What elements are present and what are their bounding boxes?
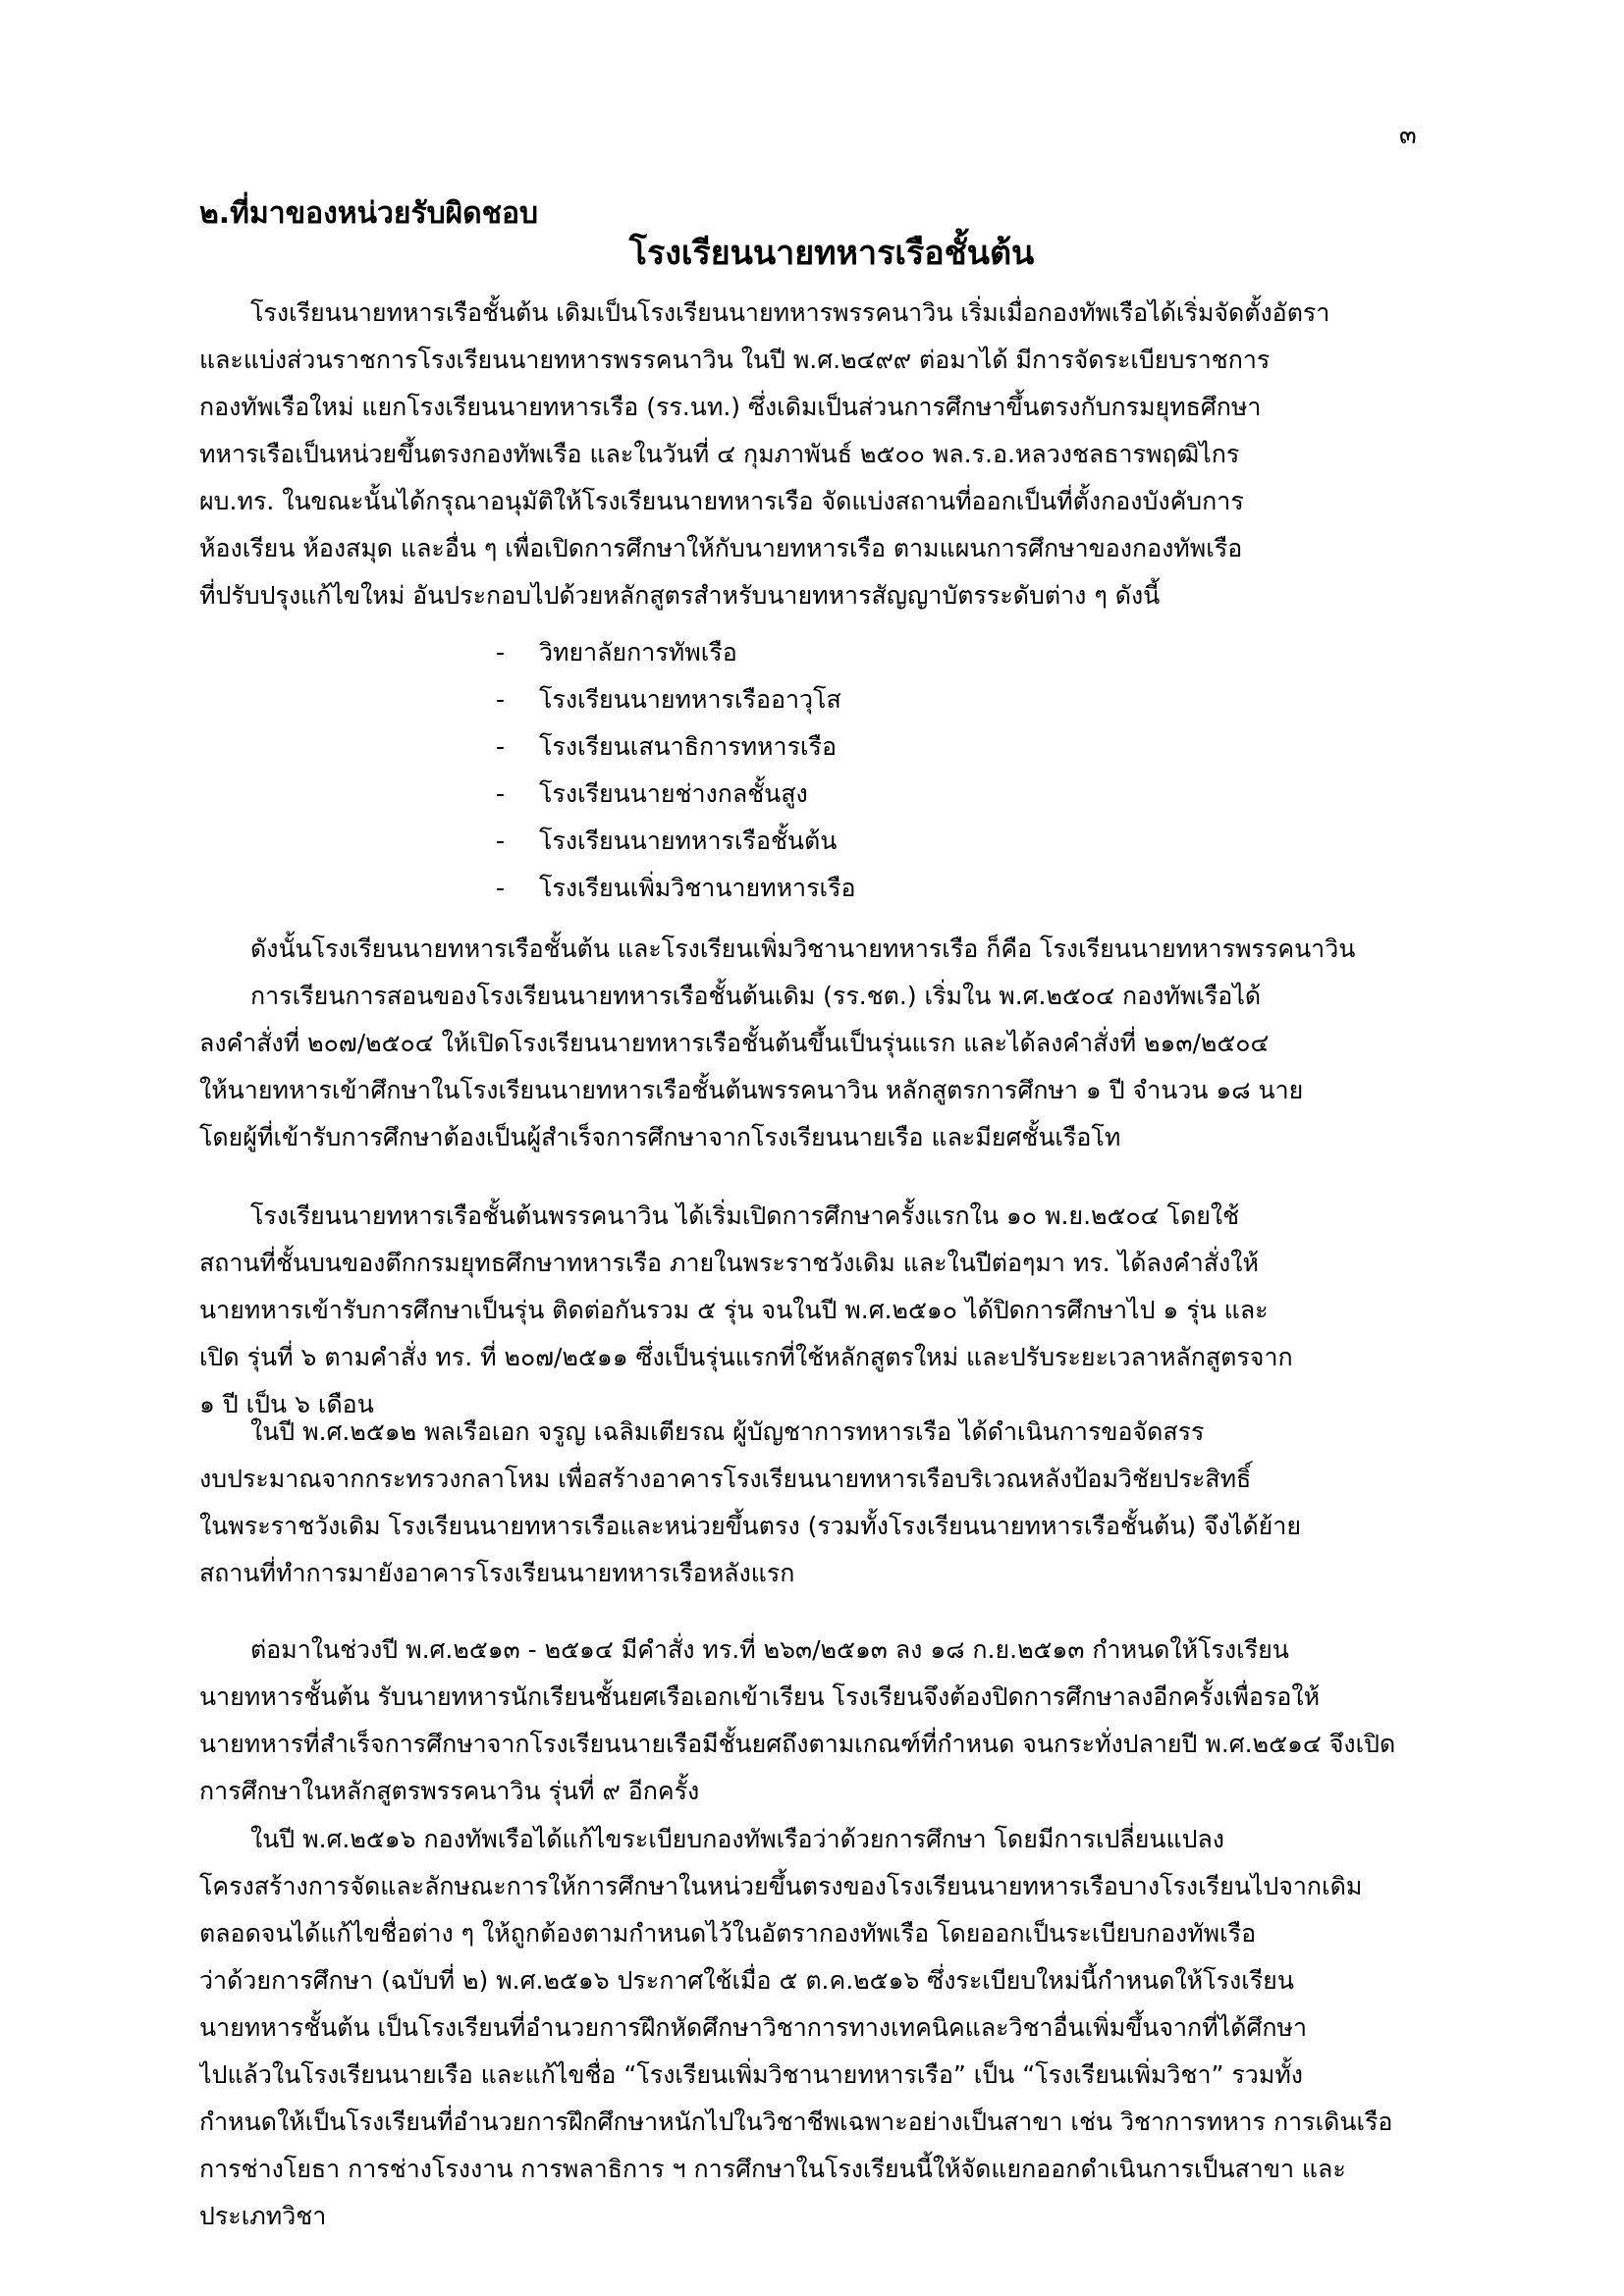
- list-item: [496, 723, 856, 771]
- text-line: สถานที่ทำการมายังอาคารโรงเรียนนายทหารเรือหลังแรก: [199, 1559, 795, 1587]
- list-item: [496, 865, 856, 912]
- text-line: โดยผู้ที่เข้ารับการศึกษาต้องเป็นผู้สำเร็จการศึกษาจากโรงเรียนนายเรือ และมียศชั้นเรือโท: [199, 1123, 1121, 1151]
- text-line: นายทหารที่สำเร็จการศึกษาจากโรงเรียนนายเรือมีชั้นยศถึงตามเกณฑ์ที่กำหนด จนกระทั่งปลายปี พ.ศ.๒๕๑๔ จึงเปิด: [199, 1730, 1396, 1758]
- text-line: สถานที่ชั้นบนของตึกกรมยุทธศึกษาทหารเรือ ภายในพระราชวังเดิม และในปีต่อๆมา ทร. ได้ลงคำสั่งให้: [199, 1249, 1259, 1277]
- list-dash: -: [496, 685, 506, 714]
- list-item: [496, 676, 856, 723]
- list-item-text: วิทยาลัยการทัพเรือ: [539, 638, 737, 667]
- text-line: ไปแล้วในโรงเรียนนายเรือ และแก้ไขชื่อ “โรงเรียนเพิ่มวิชานายทหารเรือ” เป็น “โรงเรียนเพิ่มวิชา” รวมทั้ง: [199, 2060, 1304, 2089]
- text-line: ทหารเรือเป็นหน่วยขึ้นตรงกองทัพเรือ และในวันที่ ๔ กุมภาพันธ์ ๒๕๐๐ พล.ร.อ.หลวงชลธารพฤฒิไกร: [199, 440, 1240, 468]
- paragraph-building: [199, 1409, 1436, 1597]
- text-line: งบประมาณจากกระทรวงกลาโหม เพื่อสร้างอาคารโรงเรียนนายทหารเรือบริเวณหลังป้อมวิชัยประสิทธิ์: [199, 1465, 1252, 1493]
- text-line: ในปี พ.ศ.๒๕๑๖ กองทัพเรือได้แก้ไขระเบียบกองทัพเรือว่าด้วยการศึกษา โดยมีการเปลี่ยนแปลง: [250, 1825, 1225, 1853]
- text-line: การช่างโยธา การช่างโรงงาน การพลาธิการ ฯ การศึกษาในโรงเรียนนี้ให้จัดแยกออกดำเนินการเป็นสาขา และ: [199, 2155, 1346, 2183]
- list-item-text: โรงเรียนนายทหารเรือชั้นต้น: [539, 827, 838, 855]
- text-line: ประเภทวิชา: [199, 2202, 327, 2230]
- text-line: โครงสร้างการจัดและลักษณะการให้การศึกษาในหน่วยขึ้นตรงของโรงเรียนนายทหารเรือบางโรงเรียนไปจากเดิม: [199, 1872, 1363, 1900]
- list-dash: -: [496, 874, 506, 902]
- text-line: ผบ.ทร. ในขณะนั้นได้กรุณาอนุมัติให้โรงเรียนนายทหารเรือ จัดแบ่งสถานที่ออกเป็นที่ตั้งกองบังคับการ: [199, 487, 1244, 515]
- paragraph-first-class: [199, 1193, 1436, 1428]
- text-line: ให้นายทหารเข้าศึกษาในโรงเรียนนายทหารเรือชั้นต้นพรรคนาวิน หลักสูตรการศึกษา ๑ ปี จำนวน ๑๘ นาย: [199, 1076, 1304, 1104]
- text-line: การศึกษาในหลักสูตรพรรคนาวิน รุ่นที่ ๙ อีกครั้ง: [199, 1777, 700, 1805]
- page-number: ๓: [1399, 121, 1417, 150]
- list-dash: -: [496, 779, 506, 808]
- list-item: [496, 629, 856, 676]
- paragraph-history-intro: [199, 290, 1436, 619]
- text-line: ๑ ปี เป็น ๖ เดือน: [199, 1390, 374, 1418]
- list-item-text: โรงเรียนนายทหารเรืออาวุโส: [539, 685, 841, 714]
- list-dash: -: [496, 827, 506, 855]
- text-line: ลงคำสั่งที่ ๒๐๗/๒๕๐๔ ให้เปิดโรงเรียนนายทหารเรือชั้นต้นขึ้นเป็นรุ่นแรก และได้ลงคำสั่งที่ ๒๑๓/๒๕๐๔: [199, 1029, 1270, 1057]
- paragraph-2513: [199, 1627, 1436, 1815]
- text-line: นายทหารเข้ารับการศึกษาเป็นรุ่น ติดต่อกันรวม ๕ รุ่น จนในปี พ.ศ.๒๕๑๐ ได้ปิดการศึกษาไป ๑ รุ่น และ: [199, 1296, 1269, 1324]
- text-line: โรงเรียนนายทหารเรือชั้นต้นพรรคนาวิน ได้เริ่มเปิดการศึกษาครั้งแรกใน ๑๐ พ.ย.๒๕๐๔ โดยใช้: [250, 1201, 1240, 1230]
- text-line: นายทหารชั้นต้น เป็นโรงเรียนที่อำนวยการฝึกหัดศึกษาวิชาการทางเทคนิคและวิชาอื่นเพิ่มขึ้นจากที่ได้ศึกษา: [199, 2013, 1308, 2042]
- text-line: การเรียนการสอนของโรงเรียนนายทหารเรือชั้นต้นเดิม (รร.ชต.) เริ่มใน พ.ศ.๒๕๐๔ กองทัพเรือได้: [250, 982, 1262, 1010]
- text-line: นายทหารชั้นต้น รับนายทหารนักเรียนชั้นยศเรือเอกเข้าเรียน โรงเรียนจึงต้องปิดการศึกษาลงอีกครั้งเพื่อรอให้: [199, 1682, 1321, 1711]
- paragraph-founding: [199, 926, 1436, 1161]
- paragraph-2516: [199, 1816, 1436, 2240]
- list-dash: -: [496, 732, 506, 761]
- list-item: [496, 771, 856, 818]
- list-item-text: โรงเรียนเพิ่มวิชานายทหารเรือ: [539, 874, 856, 902]
- list-dash: -: [496, 638, 506, 667]
- text-line: เปิด รุ่นที่ ๖ ตามคำสั่ง ทร. ที่ ๒๐๗/๒๕๑๑ ซึ่งเป็นรุ่นแรกที่ใช้หลักสูตรใหม่ และปรับระยะเวลาหลักสูตรจาก: [199, 1343, 1293, 1371]
- text-line: กำหนดให้เป็นโรงเรียนที่อำนวยการฝึกศึกษาหนักไปในวิชาชีพเฉพาะอย่างเป็นสาขา เช่น วิชาการทหาร การเดินเรือ: [199, 2108, 1393, 2136]
- text-line: ในปี พ.ศ.๒๕๑๒ พลเรือเอก จรูญ เฉลิมเตียรณ ผู้บัญชาการทหารเรือ ได้ดำเนินการขอจัดสรร: [250, 1417, 1205, 1446]
- list-item: [496, 818, 856, 865]
- list-item-text: โรงเรียนนายช่างกลชั้นสูง: [539, 779, 808, 808]
- text-line: ว่าด้วยการศึกษา (ฉบับที่ ๒) พ.ศ.๒๕๑๖ ประกาศใช้เมื่อ ๕ ต.ค.๒๕๑๖ ซึ่งระเบียบใหม่นี้กำหนดให้โรงเรียน: [199, 1966, 1294, 1995]
- list-item-text: โรงเรียนเสนาธิการทหารเรือ: [539, 732, 837, 761]
- text-line: ในพระราชวังเดิม โรงเรียนนายทหารเรือและหน่วยขึ้นตรง (รวมทั้งโรงเรียนนายทหารเรือชั้นต้น) จึงได้ย้าย: [199, 1512, 1302, 1540]
- doc-title-text: โรงเรียนนายทหารเรือชั้นต้น: [628, 234, 1035, 273]
- text-line: ที่ปรับปรุงแก้ไขใหม่ อันประกอบไปด้วยหลักสูตรสำหรับนายทหารสัญญาบัตรระดับต่าง ๆ ดังนี้: [199, 581, 1161, 610]
- text-line: ห้องเรียน ห้องสมุด และอื่น ๆ เพื่อเปิดการศึกษาให้กับนายทหารเรือ ตามแผนการศึกษาของกองทัพเรือ: [199, 534, 1243, 562]
- doc-title: [0, 231, 1624, 276]
- text-line: และแบ่งส่วนราชการโรงเรียนนายทหารพรรคนาวิน ในปี พ.ศ.๒๔๙๙ ต่อมาได้ มีการจัดระเบียบราชการ: [199, 346, 1271, 374]
- text-line: ต่อมาในช่วงปี พ.ศ.๒๕๑๓ - ๒๕๑๔ มีคำสั่ง ทร.ที่ ๒๖๓/๒๕๑๓ ลง ๑๘ ก.ย.๒๕๑๓ กำหนดให้โรงเรียน: [250, 1635, 1289, 1664]
- text-line: ตลอดจนได้แก้ไขชื่อต่าง ๆ ให้ถูกต้องตามกำหนดไว้ในอัตรากองทัพเรือ โดยออกเป็นระเบียบกองทัพเรือ: [199, 1919, 1257, 1948]
- text-line: ดังนั้นโรงเรียนนายทหารเรือชั้นต้น และโรงเรียนเพิ่มวิชานายทหารเรือ ก็คือ โรงเรียนนายทหารพรรคนาวิน: [250, 934, 1356, 963]
- text-line: โรงเรียนนายทหารเรือชั้นต้น เดิมเป็นโรงเรียนนายทหารพรรคนาวิน เริ่มเมื่อกองทัพเรือได้เริ่มจัดตั้งอัตรา: [250, 298, 1330, 327]
- text-line: กองทัพเรือใหม่ แยกโรงเรียนนายทหารเรือ (รร.นท.) ซึ่งเดิมเป็นส่วนการศึกษาขึ้นตรงกับกรมยุทธศึกษา: [199, 393, 1262, 421]
- section-heading: ๒.ที่มาของหน่วยรับผิดชอบ: [199, 196, 539, 231]
- school-list: [496, 629, 856, 912]
